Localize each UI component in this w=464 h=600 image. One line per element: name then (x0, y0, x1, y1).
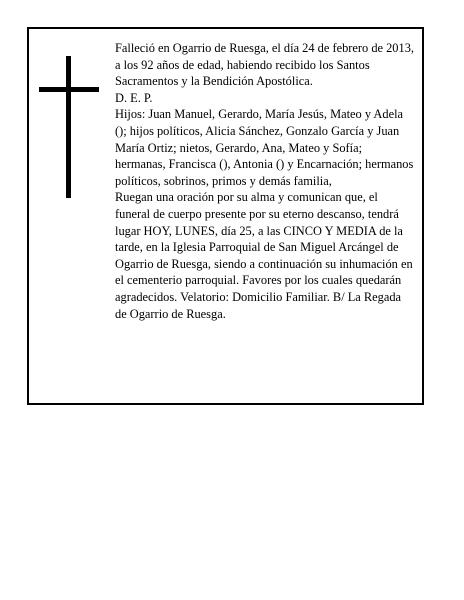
obituary-text (115, 40, 415, 322)
funeral-details: Ruegan una oración por su alma y comunican que, el funeral de cuerpo presente por su eterno descanso, tendrá lugar HOY, LUNES, día 25, a las CINCO Y MEDIA de la tarde, en la Iglesia Parroquial de San Miguel Arcángel de Ogarrio de Ruesga, siendo a continuación su inhumación en el cementerio parroquial. Favores por los cuales quedarán agradecidos. Velatorio: Domicilio Familiar. B/ La Regada de Ogarrio de Ruesga. (115, 190, 413, 321)
family-list: Hijos: Juan Manuel, Gerardo, María Jesús, Mateo y Adela (); hijos políticos, Alicia Sánchez, Gonzalo García y Juan María Ortiz; nietos, Gerardo, Ana, Mateo y Sofía; hermanas, Francisca (), Antonia () y Encarnación; hermanos políticos, sobrinos, primos y demás familia, (115, 107, 414, 188)
cross-vertical-bar (66, 56, 71, 198)
latin-cross-icon (39, 56, 99, 198)
obituary-notice (27, 27, 424, 405)
death-announcement: Falleció en Ogarrio de Ruesga, el día 24 de febrero de 2013, a los 92 años de edad, habiendo recibido los Santos Sacramentos y la Bendición Apostólica. (115, 41, 414, 89)
rest-in-peace: D. E. P. (115, 90, 153, 105)
cross-horizontal-bar (39, 87, 99, 92)
